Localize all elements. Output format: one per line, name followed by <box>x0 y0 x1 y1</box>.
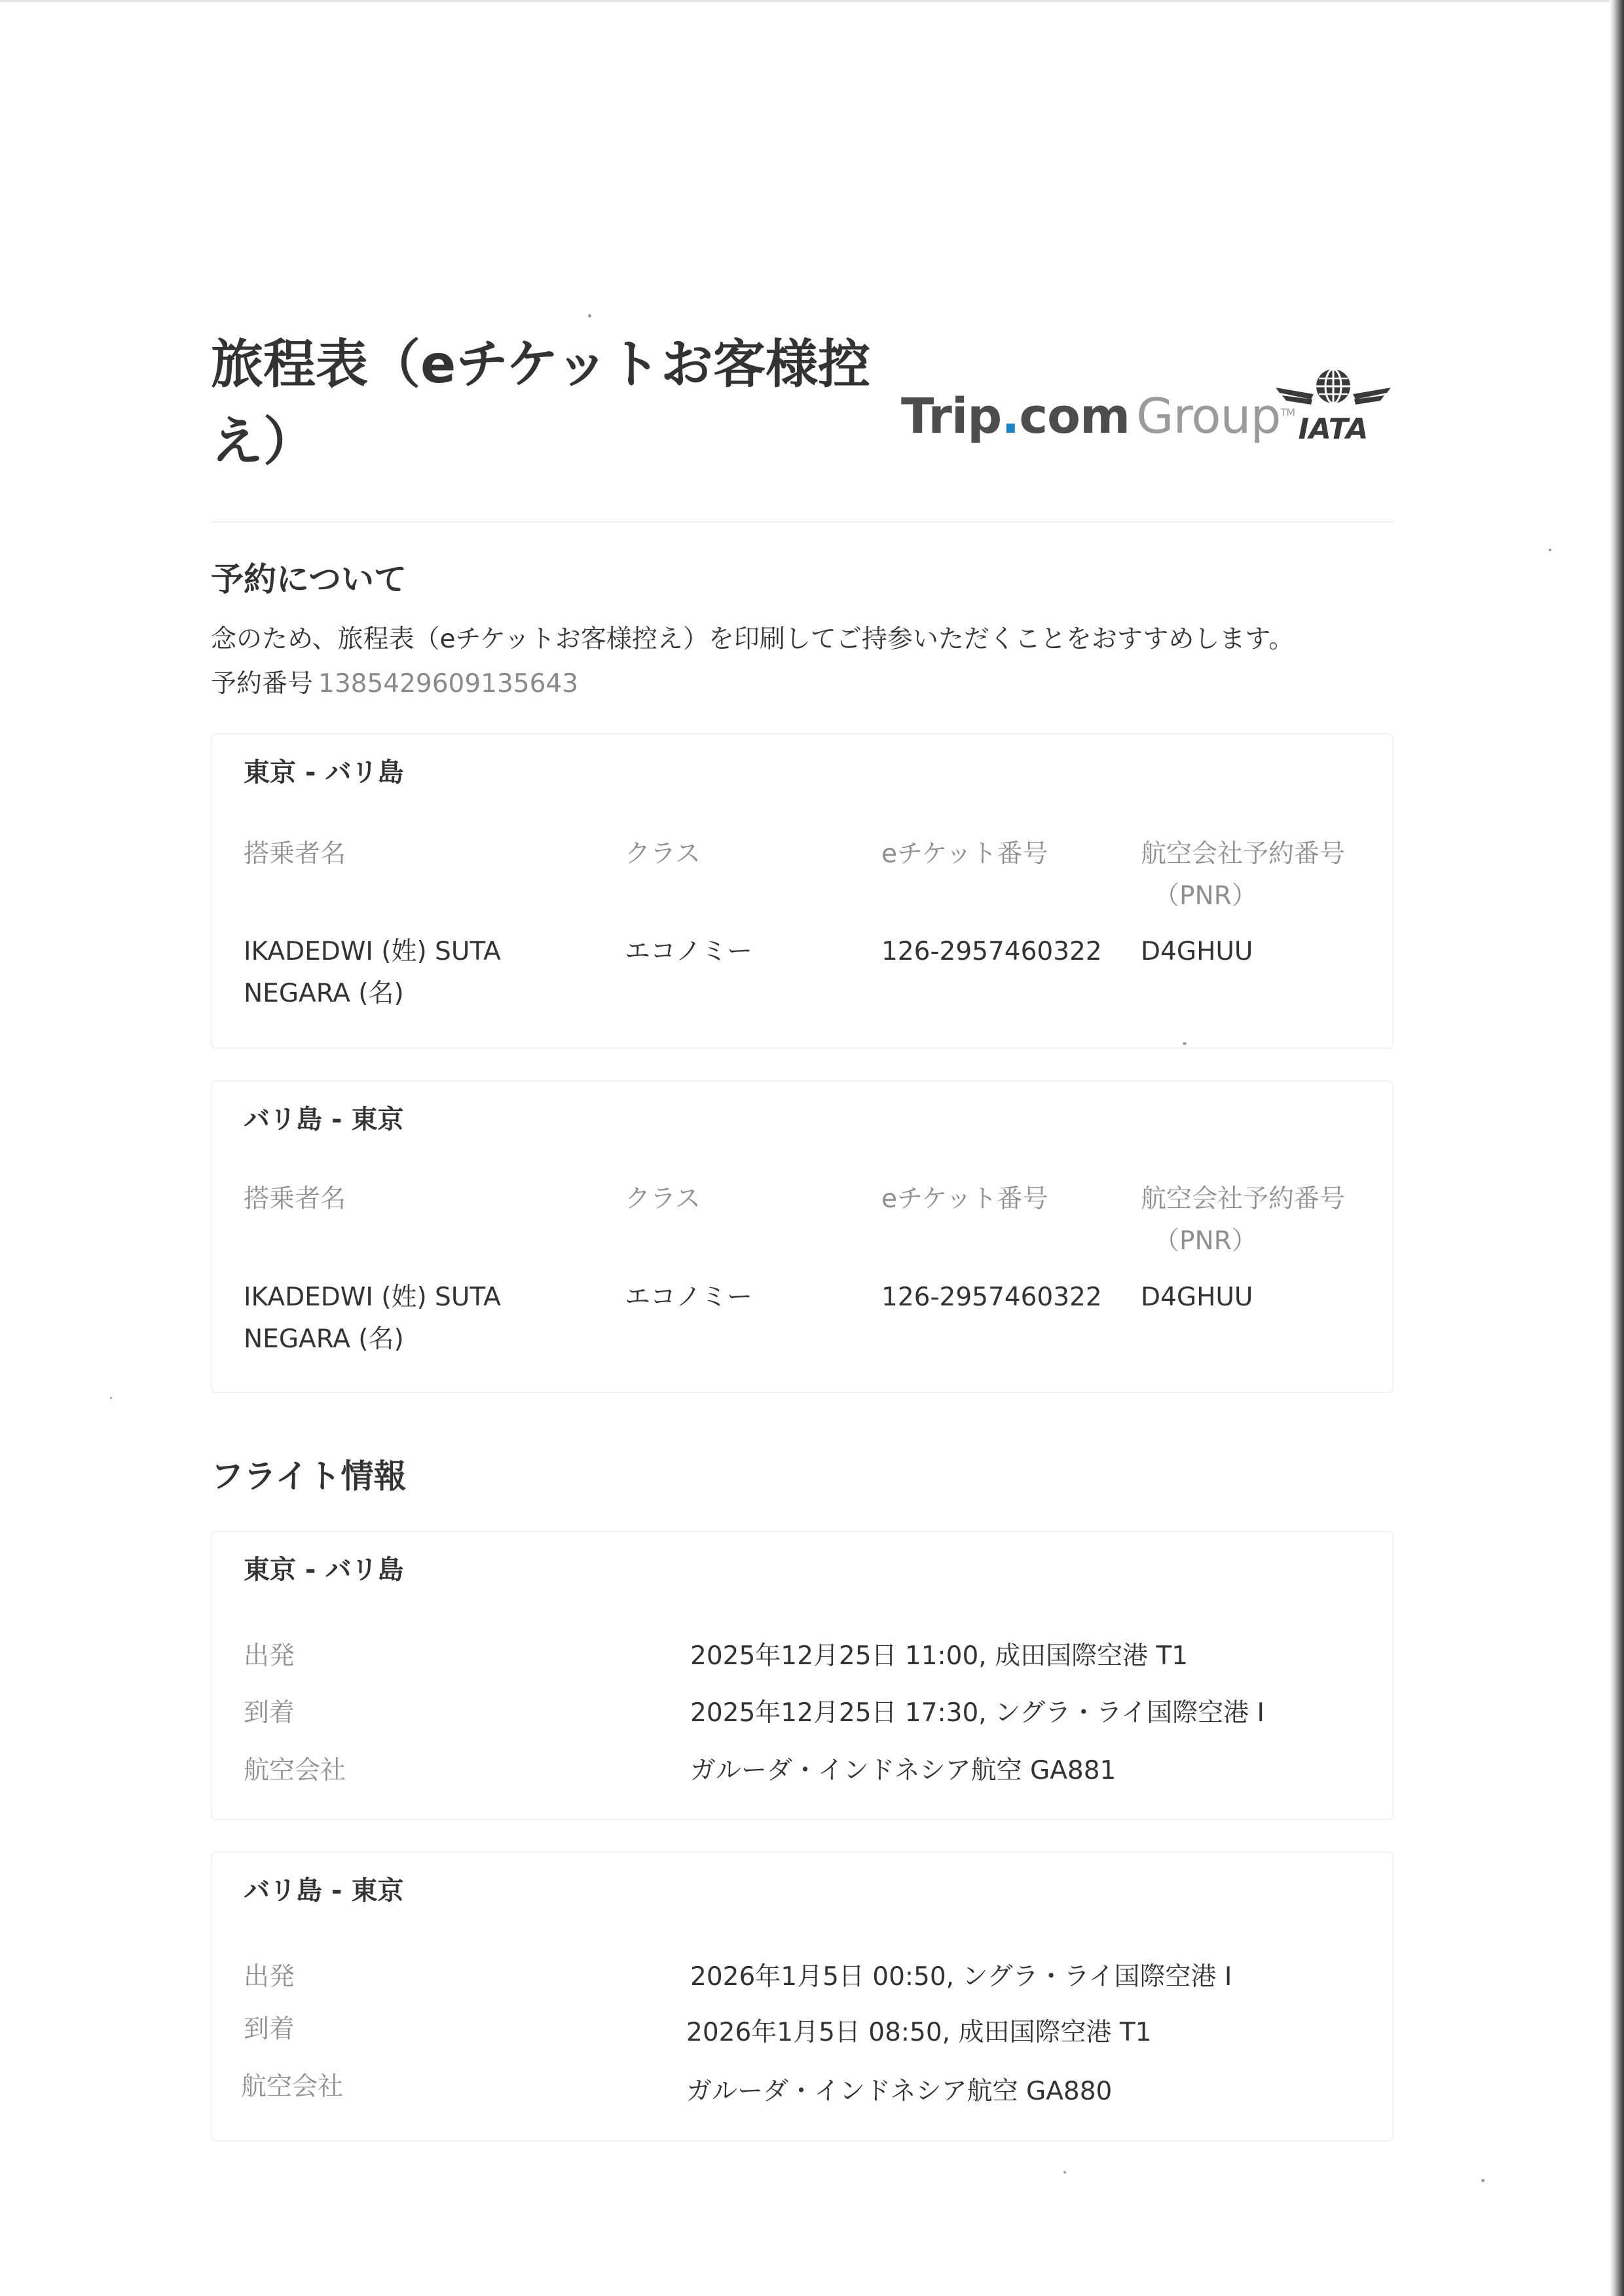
arrival-label: 到着 <box>244 1698 295 1728</box>
scan-right-edge <box>1610 0 1624 2296</box>
document-header <box>211 326 1393 490</box>
departure-value: 2026年1月5日 00:50, ングラ・ライ国際空港 I <box>690 1962 1232 1992</box>
iata-globe-icon <box>1316 369 1350 403</box>
eticket-number-header: eチケット番号 <box>881 839 1048 869</box>
flight-route-title: バリ島 - 東京 <box>244 1876 404 1906</box>
trip-logo-tm: TM <box>1280 406 1295 419</box>
pnr-header-line1: 航空会社予約番号 <box>1141 839 1346 869</box>
scan-speck <box>588 314 591 318</box>
pnr-header-line2: （PNR） <box>1154 881 1257 911</box>
departure-label: 出発 <box>244 1962 295 1992</box>
iata-logo <box>1273 365 1394 447</box>
arrival-value: 2026年1月5日 08:50, 成田国際空港 T1 <box>686 2018 1152 2047</box>
trip-logo-brand: Trip <box>901 388 1002 445</box>
passenger-name-line1: IKADEDWI (姓) SUTA <box>244 937 501 966</box>
trip-logo-com: com <box>1019 388 1130 445</box>
scan-speck <box>1481 2179 1485 2182</box>
airline-label: 航空会社 <box>241 2072 344 2102</box>
passenger-card <box>211 1080 1393 1393</box>
arrival-label: 到着 <box>244 2014 295 2044</box>
class-value: エコノミー <box>625 937 753 966</box>
passenger-name-line1: IKADEDWI (姓) SUTA <box>244 1283 501 1312</box>
reservation-heading: 予約について <box>211 560 407 598</box>
pnr-header-line1: 航空会社予約番号 <box>1141 1184 1346 1214</box>
scan-top-edge <box>0 0 1610 2</box>
passenger-name-value <box>244 931 501 1015</box>
flight-route-title: 東京 - バリ島 <box>244 1555 404 1585</box>
passenger-name-line2: NEGARA (名) <box>244 979 404 1008</box>
eticket-number-value: 126-2957460322 <box>881 1283 1102 1312</box>
document-title: 旅程表（eチケットお客様控え） <box>211 334 871 472</box>
pnr-header-line2: （PNR） <box>1154 1226 1257 1256</box>
pnr-header <box>1141 833 1345 917</box>
passenger-card <box>211 733 1393 1049</box>
departure-value: 2025年12月25日 11:00, 成田国際空港 T1 <box>690 1641 1189 1671</box>
departure-label: 出発 <box>244 1641 295 1671</box>
eticket-number-value: 126-2957460322 <box>881 937 1102 966</box>
pnr-value: D4GHUU <box>1141 937 1253 966</box>
passenger-name-value <box>244 1277 501 1360</box>
scan-speck <box>110 1397 112 1399</box>
booking-number-line <box>211 663 578 700</box>
flight-card <box>211 1531 1393 1820</box>
segment-route-title: 東京 - バリ島 <box>244 757 404 788</box>
airline-value: ガルーダ・インドネシア航空 GA880 <box>686 2077 1113 2106</box>
airline-value: ガルーダ・インドネシア航空 GA881 <box>690 1756 1116 1785</box>
class-header: クラス <box>625 839 701 869</box>
trip-logo-group: Group <box>1136 388 1281 445</box>
trip-logo-dot: . <box>1001 388 1020 445</box>
print-notice: 念のため、旅程表（eチケットお客様控え）を印刷してご持参いただくことをおすすめします。 <box>211 625 1295 654</box>
passenger-name-header: 搭乗者名 <box>244 839 346 869</box>
airline-label: 航空会社 <box>244 1756 346 1785</box>
flight-info-heading: フライト情報 <box>211 1457 407 1495</box>
class-value: エコノミー <box>625 1283 753 1312</box>
flight-card <box>211 1851 1393 2141</box>
eticket-number-header: eチケット番号 <box>881 1184 1048 1214</box>
passenger-name-header: 搭乗者名 <box>244 1184 346 1214</box>
passenger-name-line2: NEGARA (名) <box>244 1324 404 1354</box>
scan-speck <box>1183 1042 1187 1045</box>
scan-speck <box>1063 2171 1066 2174</box>
pnr-header <box>1141 1178 1345 1262</box>
segment-route-title: バリ島 - 東京 <box>244 1104 404 1135</box>
arrival-value: 2025年12月25日 17:30, ングラ・ライ国際空港 I <box>690 1698 1265 1728</box>
pnr-value: D4GHUU <box>1141 1283 1253 1312</box>
header-divider <box>211 521 1393 522</box>
class-header: クラス <box>625 1184 701 1214</box>
trip-com-group-logo <box>901 388 1295 445</box>
booking-number-label: 予約番号 <box>211 669 314 699</box>
scan-speck <box>1549 549 1551 551</box>
booking-number-value: 1385429609135643 <box>318 669 579 699</box>
iata-logo-text: IATA <box>1298 412 1369 446</box>
